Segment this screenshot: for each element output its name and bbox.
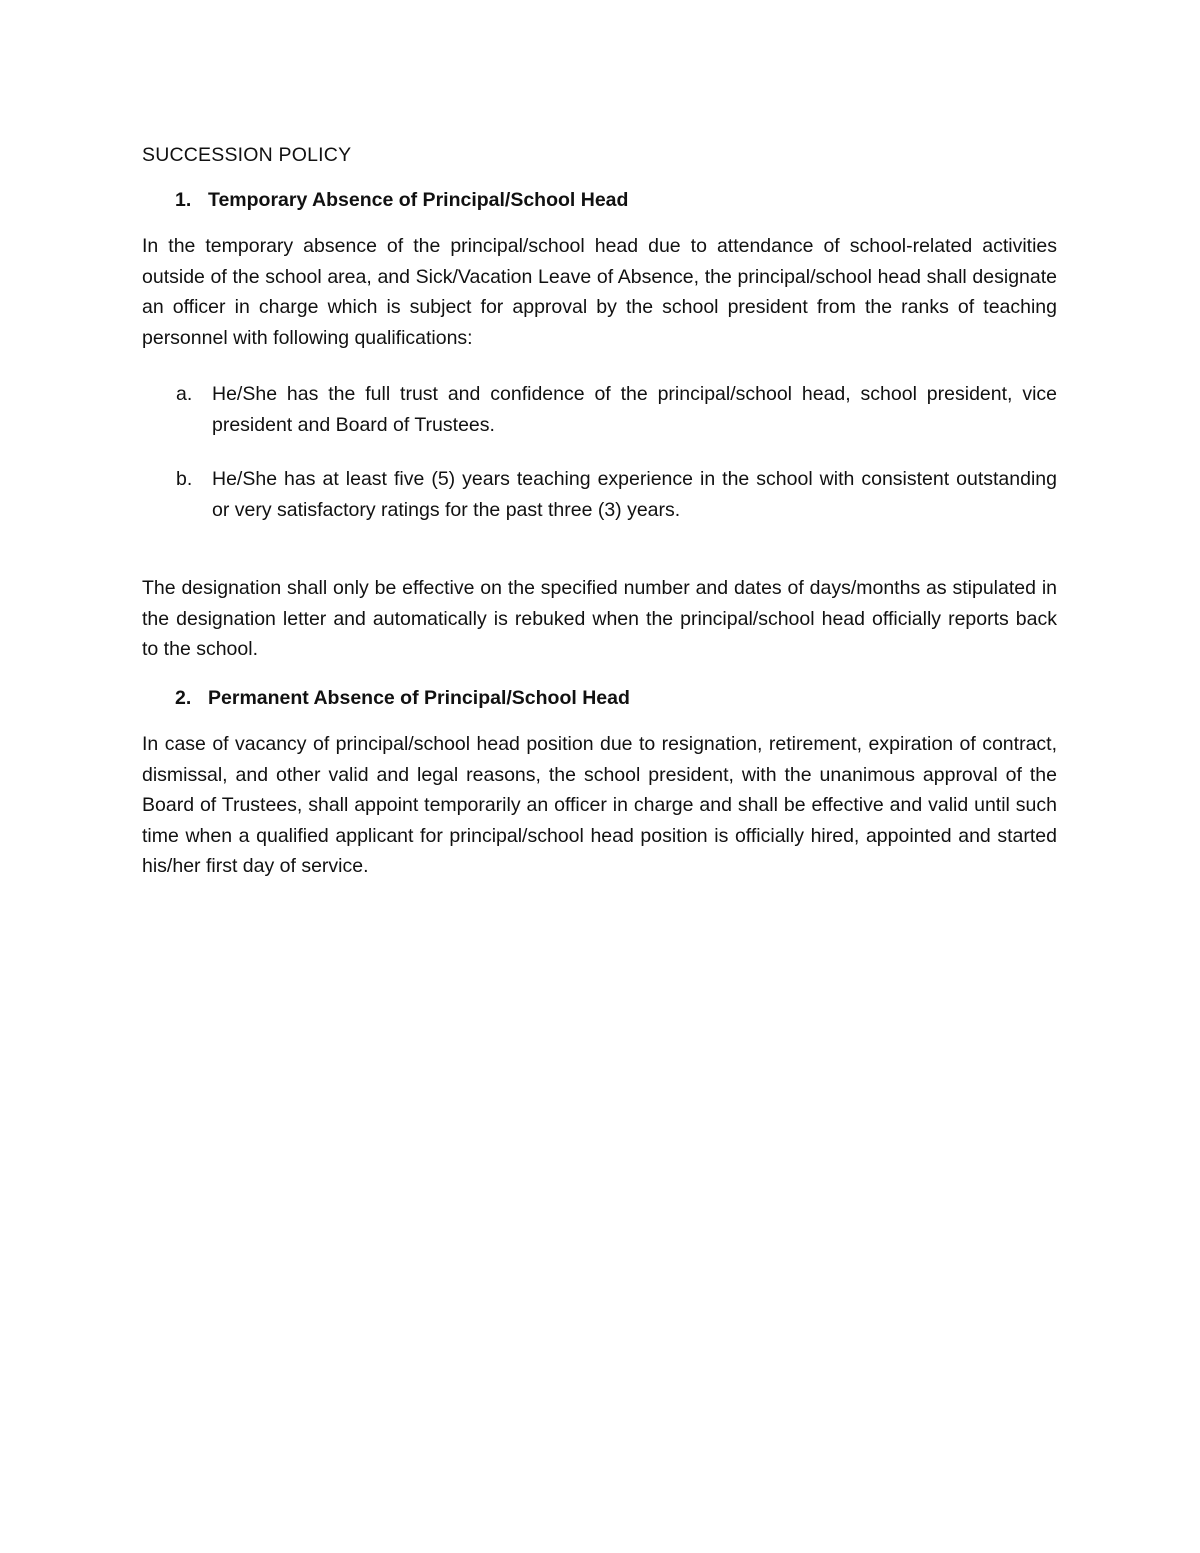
list-item-marker: a. [176,383,193,405]
section-paragraph: In case of vacancy of principal/school head position due to resignation, retirement, expiration of contract, dismissal, and other valid and legal reasons, the school president, with the unanimous approval of the Board of Trustees, shall appoint temporarily an officer in charge and shall be effective and valid until such time when a qualified applicant for principal/school head position is officially hired, appointed and started his/her first day of service. [142,733,1057,877]
list-item [142,464,1057,525]
document-body [142,140,1057,882]
section-number: 1. [175,188,192,211]
section-number: 2. [175,686,192,709]
list-item-text: He/She has at least five (5) years teaching experience in the school with consistent outstanding or very satisfactory ratings for the past three (3) years. [212,468,1057,521]
section-heading-text: Permanent Absence of Principal/School Head [208,686,630,709]
list-item [142,379,1057,440]
section-heading-text: Temporary Absence of Principal/School Head [208,188,629,211]
qualification-list [142,379,1057,525]
section-paragraph: In the temporary absence of the principal/school head due to attendance of school-related activities outside of the school area, and Sick/Vacation Leave of Absence, the principal/school head shall designate an officer in charge which is subject for approval by the school president from the ranks of teaching personnel with following qualifications: [142,235,1057,349]
section-heading [142,185,1057,216]
list-item-marker: b. [176,468,193,490]
list-item-text: He/She has the full trust and confidence of the principal/school head, school president, vice president and Board of Trustees. [212,383,1057,436]
section-closing-paragraph: The designation shall only be effective on the specified number and dates of days/months as stipulated in the designation letter and automatically is rebuked when the principal/school head officially reports back to the school. [142,577,1057,660]
section-heading [142,683,1057,714]
document-title: SUCCESSION POLICY [142,144,352,166]
